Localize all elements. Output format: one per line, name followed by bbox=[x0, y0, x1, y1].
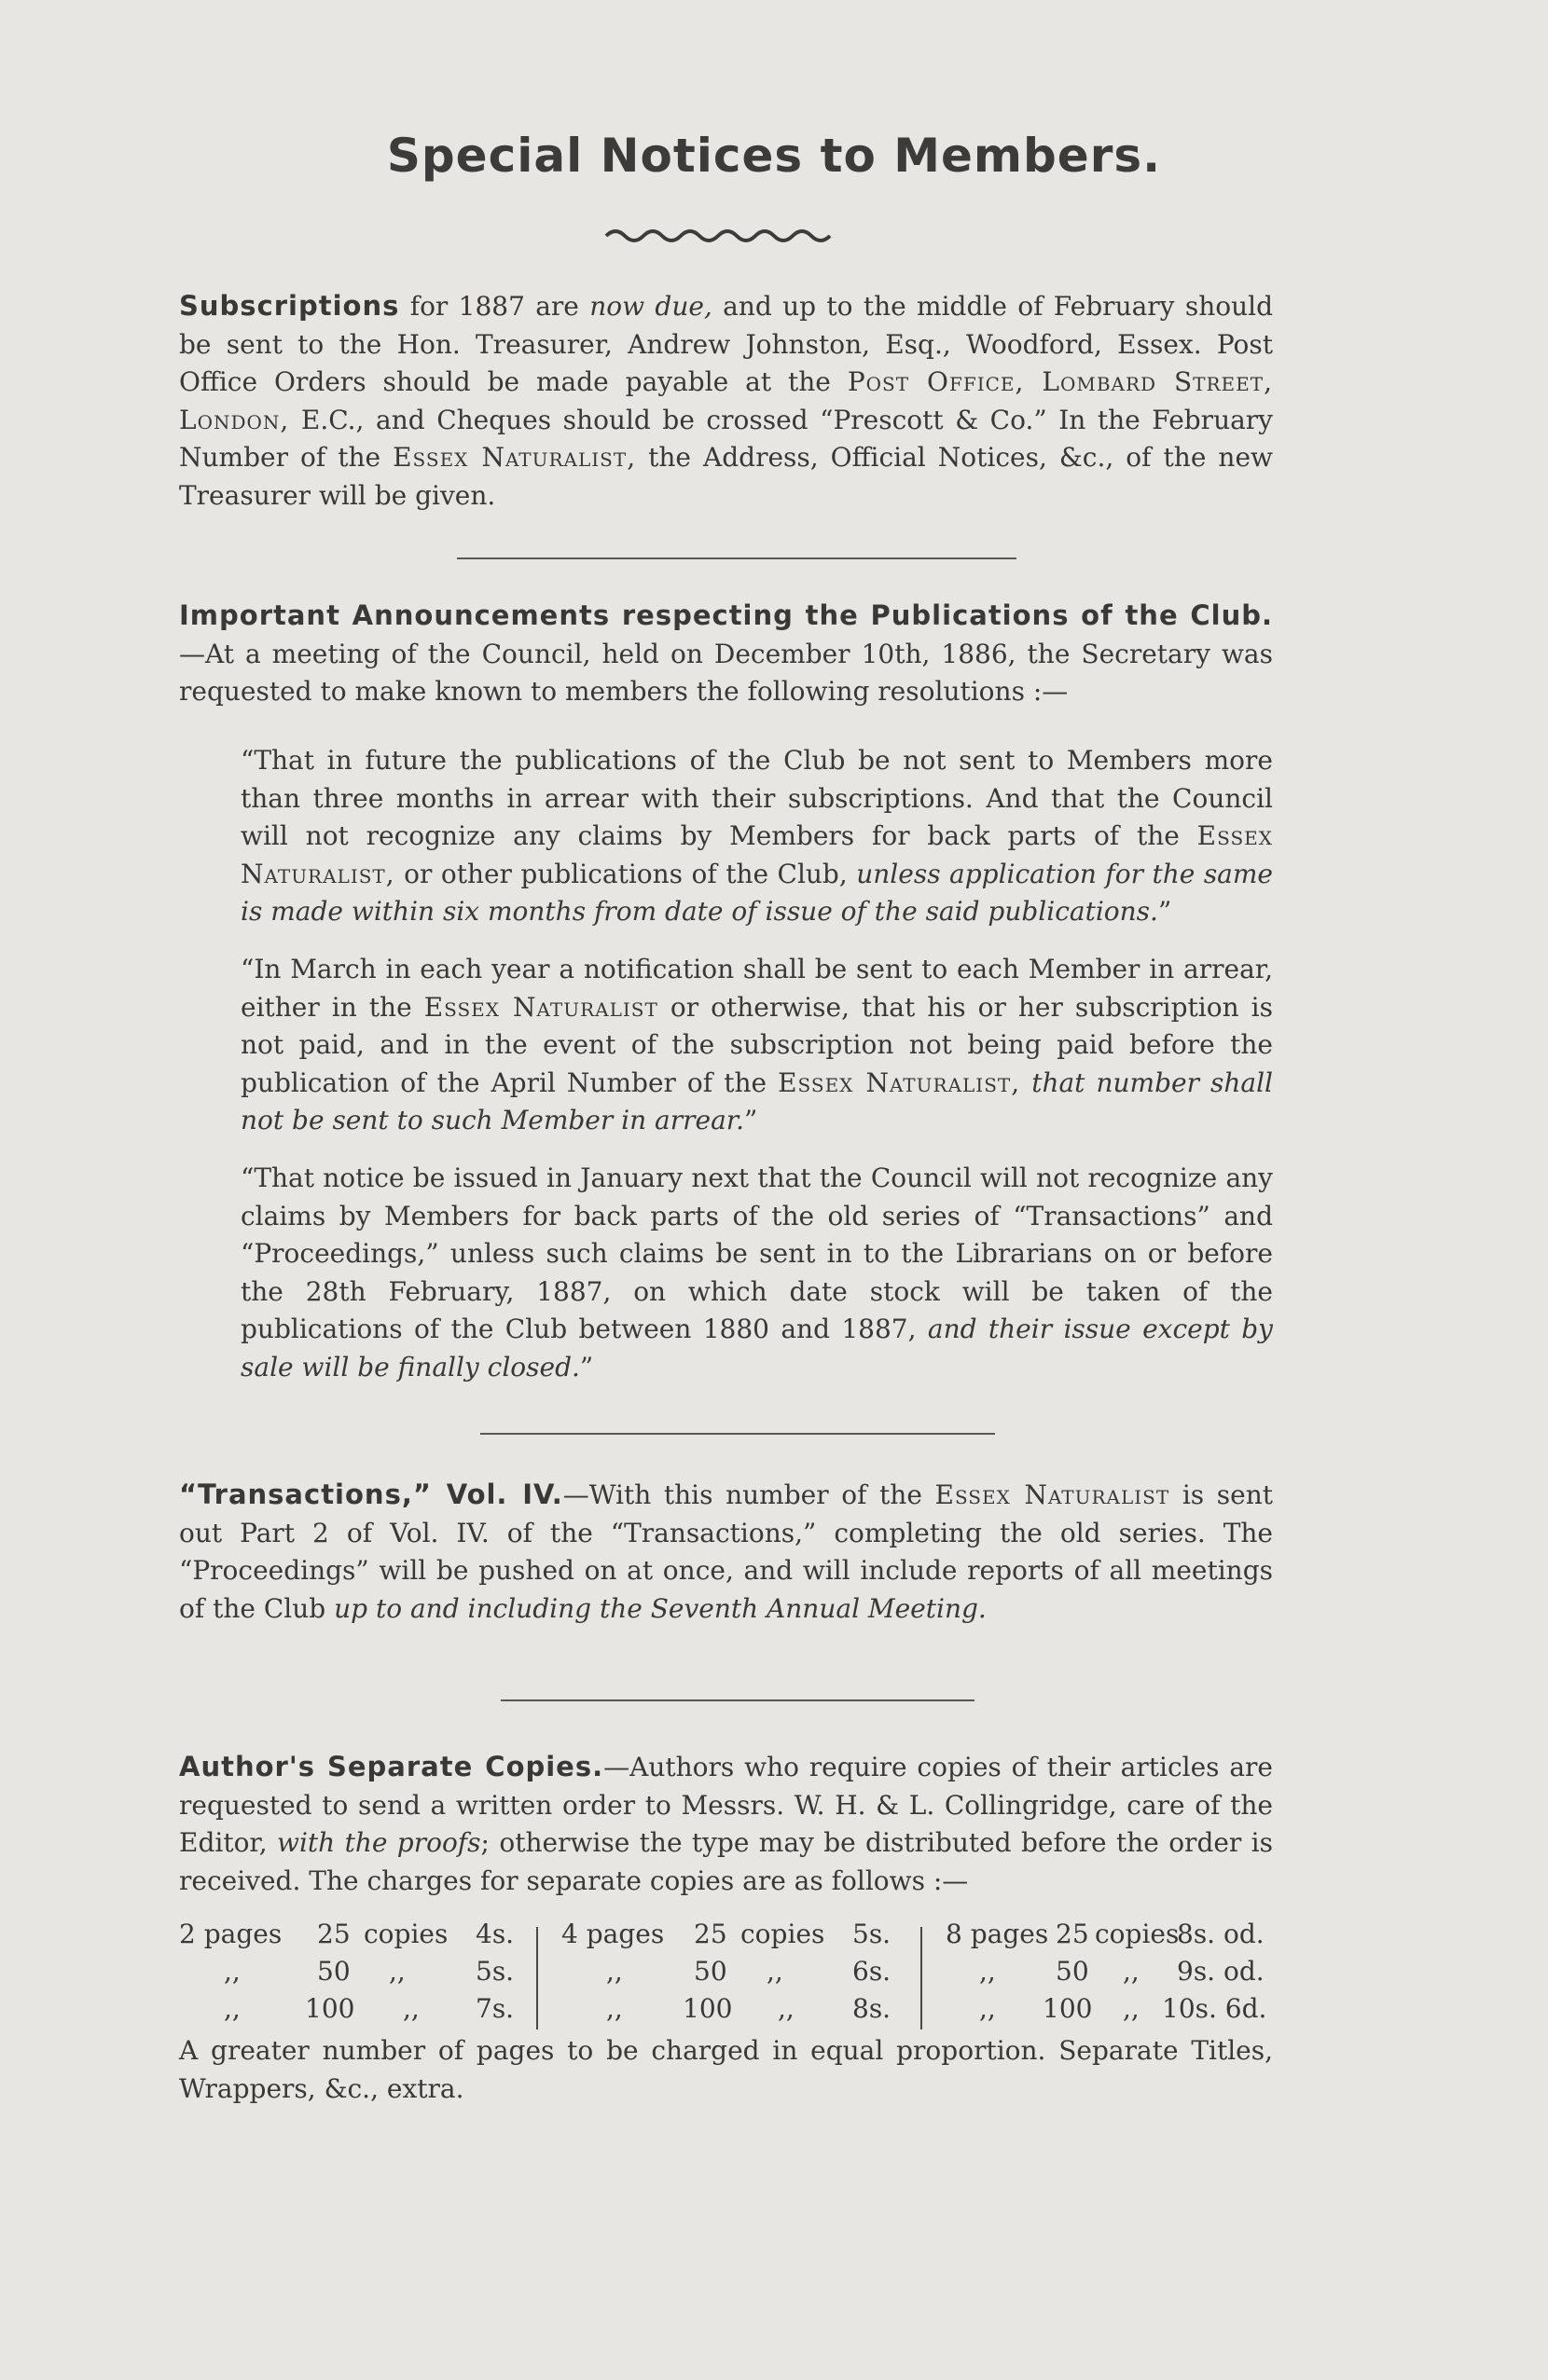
text: ” bbox=[743, 1105, 758, 1135]
transactions-paragraph bbox=[179, 1476, 1273, 1628]
ditto-cell: ,, bbox=[606, 1956, 623, 1987]
section-divider bbox=[501, 1699, 974, 1701]
text: “That in future the publications of the Club be not sent to Members more than three months in arrear with their subscriptions. And that the Council will not recognize any claims by Members for back parts of the bbox=[241, 745, 1273, 851]
column-divider bbox=[920, 1927, 922, 2029]
resolution-2 bbox=[241, 951, 1273, 1140]
text: —With this number of the bbox=[562, 1479, 935, 1510]
charges-table bbox=[179, 1916, 1273, 2030]
ditto-cell: ,, bbox=[389, 1956, 406, 1987]
table-row bbox=[946, 1916, 1273, 1953]
table-row bbox=[946, 1990, 1273, 2028]
ditto-cell: ,, bbox=[767, 1956, 783, 1987]
table-row bbox=[561, 1916, 934, 1953]
text: or otherwise, that his or her subscription is not paid, and in the event of the subscription not being paid before the publication of the April Number of the bbox=[241, 991, 1273, 1098]
quantity-cell: 50 bbox=[317, 1956, 351, 1987]
text: ” bbox=[579, 1351, 594, 1383]
announcements-paragraph bbox=[179, 597, 1273, 711]
text: and up to the middle of February should be sent to the Hon. Treasurer, Andrew Johnston, Esq., Woodford, Essex. Post Office Orders should be made payable at the bbox=[179, 291, 1273, 397]
quantity-cell: 25 bbox=[694, 1919, 727, 1949]
page-title: Special Notices to Members. bbox=[386, 129, 1162, 183]
copies-heading: Author's Separate Copies. bbox=[179, 1751, 604, 1782]
unit-cell: copies bbox=[364, 1919, 449, 1949]
text: or other publications of the Club, bbox=[394, 858, 857, 889]
emphasis: and their issue except by sale will be finally closed. bbox=[241, 1314, 1274, 1383]
charges-column bbox=[561, 1916, 934, 2030]
price-cell: 8s. od. bbox=[1177, 1919, 1265, 1949]
price-cell: 9s. od. bbox=[1177, 1956, 1265, 1987]
text: for 1887 are bbox=[399, 291, 590, 322]
resolution-1 bbox=[241, 742, 1273, 931]
quantity-cell: 100 bbox=[1043, 1993, 1093, 2024]
quantity-cell: 25 bbox=[1056, 1919, 1089, 1949]
price-cell: 4s. bbox=[476, 1919, 515, 1949]
price-cell: 8s. bbox=[852, 1993, 891, 2024]
pages-cell: 8 pages bbox=[946, 1919, 1049, 1949]
charges-note: A greater number of pages to be charged in equal proportion. Separate Titles, Wrappers, &c., extra. bbox=[179, 2035, 1273, 2104]
small-caps: Essex Naturalist, bbox=[393, 442, 637, 473]
ditto-cell: ,, bbox=[1123, 1956, 1140, 1987]
quantity-cell: 50 bbox=[1056, 1956, 1089, 1987]
price-cell: 7s. bbox=[476, 1993, 515, 2024]
text: the Address, Official Notices, &c., of the new Treasurer will be given. bbox=[179, 442, 1273, 511]
ditto-cell: ,, bbox=[979, 1956, 996, 1987]
quantity-cell: 25 bbox=[317, 1919, 351, 1949]
text: ; otherwise the type may be distributed before the order is received. The charges for separate copies are as follows :— bbox=[179, 1827, 1274, 1896]
emphasis: that number shall not be sent to such Member in arrear. bbox=[241, 1066, 1273, 1135]
text: is sent out Part 2 of Vol. IV. of the “Transactions,” completing the old series. The “Proceedings” will be pushed on at once, and will include reports of all meetings of the Club bbox=[179, 1479, 1273, 1624]
ditto-cell: ,, bbox=[979, 1993, 996, 2024]
table-row bbox=[179, 1953, 536, 1990]
small-caps: Essex Naturalist, bbox=[778, 1066, 1021, 1098]
section-divider bbox=[457, 557, 1016, 559]
table-row bbox=[946, 1953, 1273, 1990]
ditto-cell: ,, bbox=[403, 1993, 420, 2024]
emphasis: up to and including the Seventh Annual Meeting. bbox=[334, 1592, 987, 1624]
small-caps: Essex Naturalist bbox=[423, 991, 658, 1023]
price-cell: 6s. bbox=[852, 1956, 891, 1987]
subscriptions-heading: Subscriptions bbox=[179, 290, 400, 322]
charges-column bbox=[946, 1916, 1273, 2030]
charges-column bbox=[179, 1916, 536, 2030]
quantity-cell: 100 bbox=[305, 1993, 355, 2024]
price-cell: 10s. 6d. bbox=[1162, 1993, 1267, 2024]
column-divider bbox=[536, 1927, 538, 2029]
table-row bbox=[179, 1990, 536, 2028]
resolution-3 bbox=[241, 1160, 1273, 1386]
ditto-cell: ,, bbox=[224, 1956, 241, 1987]
text: “In March in each year a notification shall be sent to each Member in arrear, either in the bbox=[241, 954, 1273, 1023]
table-row bbox=[179, 1916, 536, 1953]
unit-cell: copies bbox=[1095, 1919, 1180, 1949]
price-cell: 5s. bbox=[476, 1956, 515, 1987]
text: —At a meeting of the Council, held on December 10th, 1886, the Secretary was requested to make known to members the following resolutions :— bbox=[179, 638, 1273, 707]
ditto-cell: ,, bbox=[224, 1993, 241, 2024]
text: “That notice be issued in January next that the Council will not recognize any claims by Members for back parts of the old series of “Transactions” and “Proceedings,” unless such claims be sent in to the Librarians on or before the 28th February, 1887, on which date stock will be taken of the publications of the Club between 1880 and 1887, bbox=[241, 1162, 1273, 1344]
section-divider bbox=[480, 1433, 995, 1435]
announcements-heading: Important Announcements respecting the Publications of the Club. bbox=[179, 599, 1273, 631]
emphasis: with the proofs bbox=[277, 1827, 481, 1858]
quantity-cell: 100 bbox=[683, 1993, 733, 2024]
transactions-heading: “Transactions,” Vol. IV. bbox=[179, 1479, 563, 1510]
quantity-cell: 50 bbox=[694, 1956, 727, 1987]
ditto-cell: ,, bbox=[778, 1993, 795, 2024]
pages-cell: 4 pages bbox=[561, 1919, 665, 1949]
text: E.C., and Cheques should be crossed “Prescott & Co.” In the February Number of the bbox=[179, 404, 1273, 473]
text: —Authors who require copies of their articles are requested to send a written order to Messrs. W. H. & L. Collingridge, care of the Editor, bbox=[179, 1752, 1273, 1858]
unit-cell: copies bbox=[740, 1919, 825, 1949]
text: ” bbox=[1157, 896, 1172, 927]
emphasis: now due, bbox=[589, 291, 712, 322]
pages-cell: 2 pages bbox=[179, 1919, 283, 1949]
small-caps: Post Office, Lombard Street, London, bbox=[179, 366, 1273, 435]
small-caps: Essex Naturalist bbox=[934, 1479, 1170, 1510]
price-cell: 5s. bbox=[852, 1919, 891, 1949]
ditto-cell: ,, bbox=[606, 1993, 623, 2024]
wavy-ornament bbox=[597, 222, 839, 250]
table-row bbox=[561, 1953, 934, 1990]
table-row bbox=[561, 1990, 934, 2028]
subscriptions-paragraph bbox=[179, 287, 1273, 515]
small-caps: Essex Naturalist, bbox=[241, 820, 1273, 889]
emphasis: unless application for the same is made within six months from date of issue of the said publications. bbox=[241, 858, 1274, 927]
copies-paragraph bbox=[179, 1748, 1273, 1900]
ditto-cell: ,, bbox=[1123, 1993, 1140, 2024]
